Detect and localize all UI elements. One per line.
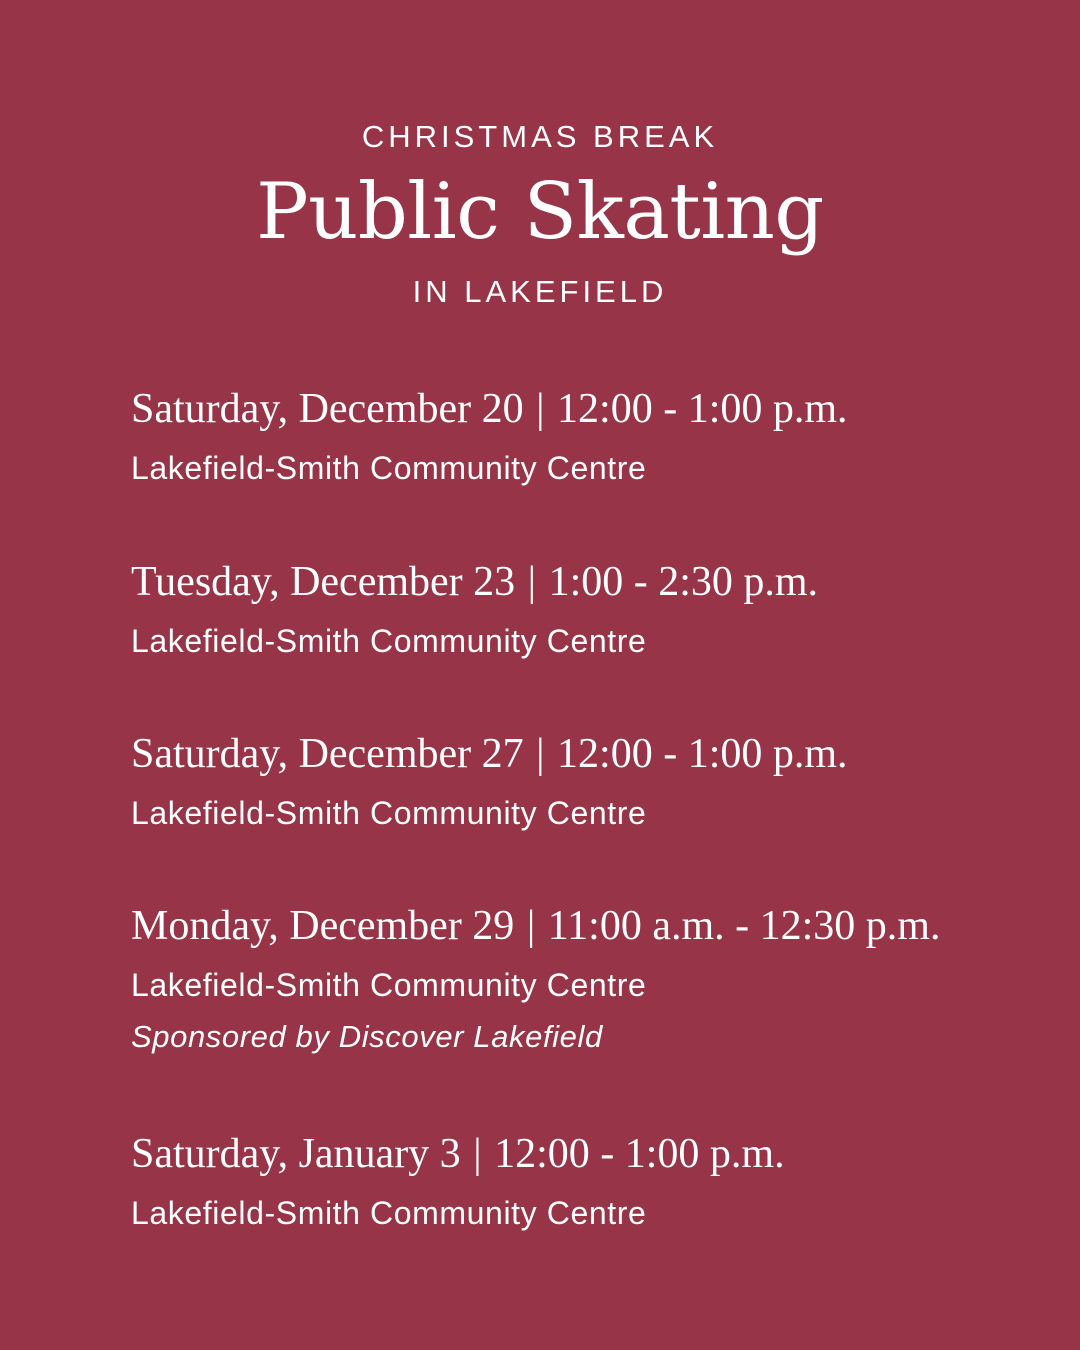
event-when (131, 905, 1071, 947)
event-date: Tuesday, December 23 (131, 559, 516, 605)
event-location: Lakefield-Smith Community Centre (131, 1195, 647, 1231)
event-location: Lakefield-Smith Community Centre (131, 623, 647, 659)
event-when (131, 388, 1071, 430)
event-when (131, 1133, 1071, 1175)
event-when (131, 733, 1071, 775)
event-separator: | (536, 731, 545, 777)
event-item (131, 1133, 1071, 1229)
event-date: Saturday, December 27 (131, 731, 524, 777)
event-separator: | (527, 559, 537, 605)
page-title: Public Skating (256, 167, 824, 257)
event-when (131, 561, 1071, 603)
header-subtitle: IN LAKEFIELD (412, 274, 668, 309)
event-time: 11:00 a.m. - 12:30 p.m. (547, 903, 941, 949)
event-time: 12:00 - 1:00 p.m. (557, 386, 848, 432)
event-date: Monday, December 29 (131, 903, 515, 949)
event-sponsor-note: Sponsored by Discover Lakefield (131, 1019, 603, 1054)
event-location: Lakefield-Smith Community Centre (131, 795, 647, 831)
event-separator: | (473, 1131, 482, 1177)
event-separator: | (526, 903, 536, 949)
event-item (131, 733, 1071, 829)
event-item (131, 388, 1071, 484)
event-time: 12:00 - 1:00 p.m. (557, 731, 848, 777)
event-separator: | (536, 386, 545, 432)
event-date: Saturday, January 3 (131, 1131, 461, 1177)
event-item (131, 561, 1071, 657)
header-kicker: CHRISTMAS BREAK (361, 119, 719, 154)
event-item (131, 905, 1071, 1052)
event-time: 12:00 - 1:00 p.m. (494, 1131, 785, 1177)
event-time: 1:00 - 2:30 p.m. (548, 559, 819, 605)
event-location: Lakefield-Smith Community Centre (131, 450, 647, 486)
event-date: Saturday, December 20 (131, 386, 524, 432)
event-location: Lakefield-Smith Community Centre (131, 967, 647, 1003)
